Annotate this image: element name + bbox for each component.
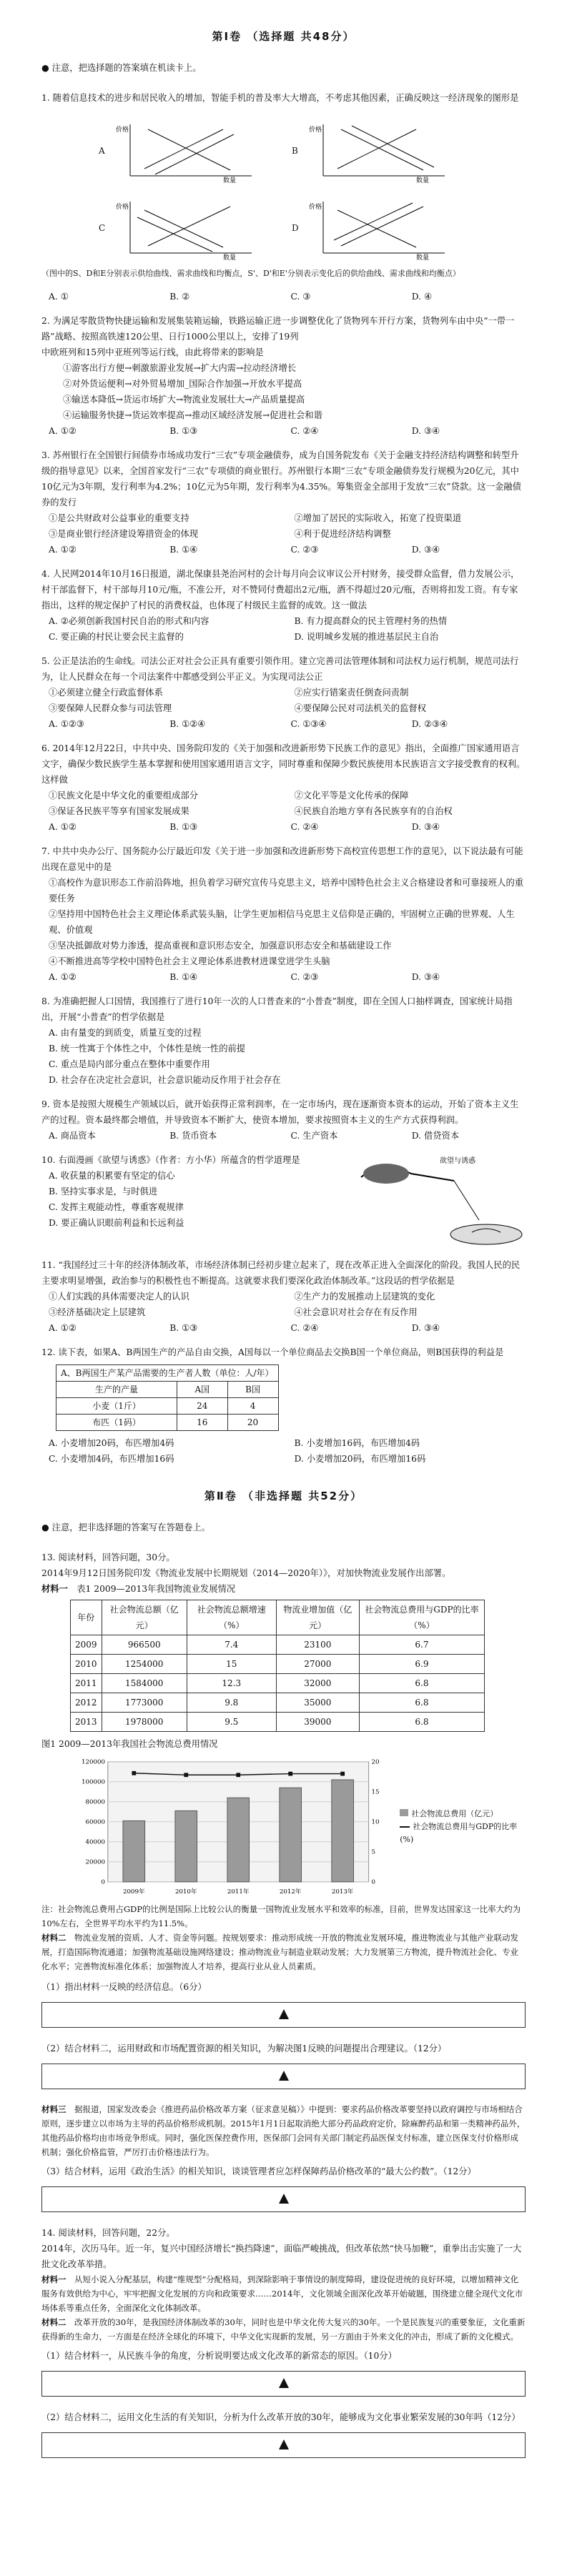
q8-option-b[interactable]: B. 统一性寓于个体性之中，个体性是统一性的前提 — [49, 1044, 246, 1054]
table-header: 社会物流总额增速（%） — [187, 1600, 276, 1635]
q10-option-a[interactable]: A. 收获量的积累要有坚定的信心 — [49, 1171, 175, 1181]
question-11 — [41, 1257, 526, 1336]
q7-statements — [49, 875, 526, 969]
svg-text:数量: 数量 — [416, 254, 430, 260]
q8-option-d[interactable]: D. 社会存在决定社会意识，社会意识能动反作用于社会存在 — [49, 1075, 281, 1085]
y-tick-label: 60000 — [85, 1818, 105, 1826]
triangle-icon — [279, 2009, 289, 2019]
legend-bar: 社会物流总费用（亿元） — [400, 1808, 526, 1820]
question-7 — [41, 843, 526, 985]
q1-option-a[interactable]: A. ① — [49, 292, 69, 302]
q13-stem: 13. 阅读材料，回答问题，30分。 — [41, 1552, 175, 1562]
table-cell: 6.8 — [359, 1693, 484, 1713]
bar — [332, 1780, 354, 1882]
q10-stem: 10. 右面漫画《欲望与诱惑》（作者：方小华）所蕴含的哲学道理是 — [41, 1155, 300, 1165]
supply-demand-graph-d — [309, 196, 452, 260]
q2-stem-line2: 中欧班列和15列中亚班列等运行线，由此将带来的影响是 — [41, 347, 264, 357]
q5-statement-2: ②应实行错案责任倒查问责制 — [294, 688, 409, 698]
y-tick-label: 0 — [101, 1878, 105, 1886]
table-header: 生产的产量 — [56, 1382, 177, 1398]
q13-material1: 材料一 表1 2009—2013年我国物流业发展情况 — [41, 1583, 236, 1594]
q5-option-c[interactable]: C. ①③④ — [290, 719, 327, 729]
table-cell: 27000 — [276, 1655, 359, 1674]
q5-option-d[interactable]: D. ②③④ — [411, 719, 448, 729]
line-point — [132, 1771, 136, 1775]
q9-option-a[interactable]: A. 商品资本 — [49, 1131, 96, 1141]
q3-statements — [49, 510, 526, 542]
question-1 — [41, 90, 526, 304]
q11-statement-1: ①人们实践的具体需要决定人的认识 — [49, 1292, 189, 1302]
y2-tick-label: 0 — [371, 1878, 375, 1886]
supply-demand-graph-b — [309, 119, 452, 183]
q6-option-b[interactable]: B. ①③ — [169, 822, 198, 832]
supply-demand-graph-c — [116, 196, 259, 260]
q7-statement-4: ④不断推进高等学校中国特色社会主义理论体系进教材进课堂进学生头脑 — [49, 956, 330, 966]
q11-statement-2: ②生产力的发展推动上层建筑的变化 — [294, 1292, 435, 1302]
q9-option-b[interactable]: B. 货币资本 — [169, 1131, 217, 1141]
q8-option-a[interactable]: A. 由有量变的到质变，质量互变的过程 — [49, 1028, 202, 1038]
table-cell: 4 — [227, 1398, 278, 1415]
y2-tick-label: 20 — [371, 1758, 380, 1766]
table-header: 物流业增加值（亿元） — [276, 1600, 359, 1635]
q7-statement-3: ③坚决抵御敌对势力渗透，提高重视和意识形态安全，加强意识形态安全和基础建设工作 — [49, 941, 392, 951]
q14-sub1: （1）结合材料一，从民族斗争的角度，分析说明要达成文化改革的新常态的原因。（10分） — [41, 2351, 397, 2361]
question-2 — [41, 313, 526, 439]
q2-flow-3: ③输送本降低→货运市场扩大→物流业发展壮大→产品质量提高 — [63, 395, 305, 405]
cartoon-fishing-icon — [354, 1152, 526, 1249]
question-5 — [41, 653, 526, 732]
q2-option-d[interactable]: D. ③④ — [411, 426, 440, 436]
table-cell: 6.8 — [359, 1674, 484, 1693]
triangle-icon — [279, 2194, 289, 2204]
q7-stem: 7. 中共中央办公厅、国务院办公厅最近印发《关于进一步加强和改进新形势下高校宣传思想工作的意见》，以下说法最有可能出现在意见中的是 — [41, 846, 523, 872]
svg-text:价格: 价格 — [309, 204, 322, 211]
table-cell: 6.7 — [359, 1635, 484, 1655]
q11-statement-4: ④社会意识对社会存在有反作用 — [294, 1307, 418, 1317]
q3-stem: 3. 苏州银行在全国银行间债券市场成功发行“三农”专项金融债券，成为自国务院发布《关于金融支持经济结构调整和转型升级的指导意见》以来，全国首家发行“三农”专项债的商业银行。苏州银行本期“三农”专项金融债券发行规模为20亿元，其中10亿元为3年期，发行利率为4.2%；10亿元为5年期，发行利率为4.35%。筹集资金全部用于发放“三农”贷款。这一金融债券的发行 — [41, 450, 521, 507]
q1-options — [49, 289, 526, 304]
q10-cartoon — [354, 1152, 526, 1249]
q2-option-c[interactable]: C. ②④ — [290, 426, 319, 436]
q11-option-a[interactable]: A. ①② — [49, 1323, 77, 1333]
q5-statement-4: ④要保障公民对司法机关的监督权 — [294, 703, 426, 713]
q10-options — [49, 1168, 340, 1231]
q5-statements — [49, 685, 526, 716]
q2-option-a[interactable]: A. ①② — [49, 426, 77, 436]
q1-option-c[interactable]: C. ③ — [290, 292, 311, 302]
q5-options — [49, 716, 526, 732]
line-point — [288, 1772, 292, 1776]
chart-legend — [400, 1808, 526, 1846]
q8-options — [49, 1025, 526, 1088]
q6-options — [49, 819, 526, 835]
q12-option-c[interactable]: C. 小麦增加4码，布匹增加16码 — [49, 1454, 174, 1464]
part1-heading: 第Ⅰ卷 （选择题 共48分） — [212, 30, 355, 43]
table-header: 社会物流总额（亿元） — [102, 1600, 187, 1635]
y2-tick-label: 15 — [371, 1788, 380, 1796]
part2-note: ● 注意，把非选择题的答案写在答题卷上。 — [41, 1522, 210, 1532]
q14-intro: 2014年，次历马年。近一年，复兴中国经济增长“换挡降速”，面临严峻挑战，但改革依然“快马加鞭”，重拳出击实施了一大批文化改革举措。 — [41, 2244, 522, 2269]
table-cell: 1584000 — [102, 1674, 187, 1693]
x-tick-label: 2010年 — [174, 1888, 197, 1896]
q3-option-d[interactable]: D. ③④ — [411, 545, 440, 555]
triangle-icon — [279, 2071, 289, 2081]
q2-flow — [63, 360, 526, 423]
line-point — [340, 1772, 345, 1776]
svg-text:欲望与诱惑: 欲望与诱惑 — [440, 1157, 475, 1165]
svg-text:价格: 价格 — [116, 204, 129, 211]
q12-table-title: A、B两国生产某产品需要的生产者人数（单位：人/年） — [56, 1365, 279, 1382]
q14-material1: 材料一 从短小说入分配基层，构建“维规型”分配格局，到深除影响于事情设的制度障碍，建设促进统的良好环境，以增加精神文化服务有效供给为中心，牢牢把握文化发展的方向和政策要求……2014年，文化领域全面深化改革开始破题，围绕建立健全现代文化市场体系等重点任务，全面深化文化体制改革。 — [41, 2274, 523, 2313]
q13-material3: 材料三 据报道，国家发改委会《推进药品价格改革方案（征求意见稿）》中提到：要求药品价格改革要坚持以政府调控与市场相结合原则，逐步建立以市场为主导的药品价格形成机制。2015年1月1日起取消绝大部分药品政府定价，除麻醉药品和第一类精神药品外，其他药品价格均由市场竞争形成。同时，强化医保控费作用，医保部门会同有关部门制定药品医保支付标准，建立医保支付价格形成机制；强化价格监管，严厉打击价格违法行为。 — [41, 2104, 526, 2157]
q13-chart-wrap — [70, 1752, 526, 1902]
question-6 — [41, 740, 526, 835]
table-cell: 6.8 — [359, 1713, 484, 1732]
table-cell: 20 — [227, 1415, 278, 1431]
q7-statement-1: ①高校作为意识形态工作前沿阵地，担负着学习研究宣传马克思主义，培养中国特色社会主义合格建设者和可靠接班人的重要任务 — [49, 878, 524, 903]
table-cell: 2012 — [71, 1693, 102, 1713]
table-cell: 24 — [177, 1398, 228, 1415]
answer-area[interactable] — [41, 2186, 526, 2212]
q1-stem: 1. 随着信息技术的进步和居民收入的增加，智能手机的普及率大大增高，不考虑其他因素，正确反映这一经济现象的图形是 — [41, 93, 519, 103]
q14-sub2: （2）结合材料二，运用文化生活的有关知识，分析为什么改革开放的30年，能够成为文化事业繁荣发展的30年吗（12分） — [41, 2412, 521, 2422]
table-cell: 15 — [187, 1655, 276, 1674]
table-cell: 2010 — [71, 1655, 102, 1674]
q7-option-c[interactable]: C. ②③ — [290, 972, 319, 982]
q3-option-b[interactable]: B. ①④ — [169, 545, 198, 555]
table-cell: 2009 — [71, 1635, 102, 1655]
q11-options — [49, 1320, 526, 1336]
q6-statements — [49, 788, 526, 819]
svg-text:价格: 价格 — [116, 127, 129, 134]
q14-material2: 材料二 改革开放的30年，是我国经济体制改革的30年，同时也是中华文化传大复兴的30年。一个是民族复兴的重要象征，文化重新获得新的生命力，一方面是在经济全球化的环境下，中华文化实现新的发展，另一方面由于外来文化的冲击，形成了新的文化模式。 — [41, 2317, 526, 2342]
q8-option-c[interactable]: C. 重点是局内部分重点在整体中重要作用 — [49, 1059, 210, 1069]
bar — [227, 1798, 250, 1882]
q4-option-d[interactable]: D. 说明城乡发展的推进基层民主自治 — [294, 632, 439, 642]
table-cell: 39000 — [276, 1713, 359, 1732]
q6-stem: 6. 2014年12月22日，中共中央、国务院印发的《关于加强和改进新形势下民族工作的意见》指出，全面推广国家通用语言文字，确保少数民族学生基本掌握和使用国家通用语言文字，同时尊重和保障少数民族使用本民族语言文字接受教育的权利。这样做 — [41, 743, 526, 785]
table-cell: 23100 — [276, 1635, 359, 1655]
q5-statement-1: ①必须建立健全行政监督体系 — [49, 688, 163, 698]
q4-option-a[interactable]: A. ②必须创新我国村民自治的形式和内容 — [49, 616, 209, 626]
q6-statement-3: ③保证各民族平等享有国家发展成果 — [49, 806, 189, 816]
x-tick-label: 2013年 — [331, 1888, 354, 1896]
table-cell: 9.8 — [187, 1693, 276, 1713]
q12-option-b[interactable]: B. 小麦增加16码，布匹增加4码 — [294, 1438, 420, 1448]
table-cell: 7.4 — [187, 1635, 276, 1655]
supply-demand-graph-a — [116, 119, 259, 183]
q6-option-d[interactable]: D. ③④ — [411, 822, 440, 832]
y2-tick-label: 5 — [371, 1848, 375, 1856]
y-tick-label: 100000 — [82, 1778, 105, 1786]
q2-flow-1: ①游客出行方便→刺激旅游业发展→扩大内需→拉动经济增长 — [63, 363, 297, 373]
table-cell: 9.5 — [187, 1713, 276, 1732]
bar — [280, 1788, 302, 1882]
q12-option-d[interactable]: D. 小麦增加20码，布匹增加16码 — [294, 1454, 426, 1464]
q9-stem: 9. 资本是按照大规模生产领域以后，就开始获得正常利润率，在一定市场内，现在逐渐资本资本的运动，开始了资本主义生产的过程。资本最终都会增值，并导致资本不断扩大，使资本增加，要求按照资本主义的生产方式获得利润。 — [41, 1099, 519, 1125]
q6-statement-2: ②文化平等是文化传承的保障 — [294, 791, 409, 801]
y-tick-label: 20000 — [85, 1858, 105, 1866]
q11-option-b[interactable]: B. ①③ — [169, 1323, 198, 1333]
y2-tick-label: 10 — [371, 1818, 380, 1826]
q1-option-b[interactable]: B. ② — [169, 292, 190, 302]
legend-line: 社会物流总费用与GDP的比率(%) — [400, 1822, 518, 1844]
q4-stem: 4. 人民网2014年10月16日报道，湖北保康县尧治河村的会计每月向会议审议公开村财务，接受群众监督，借力发展公示，村干部监督下，村干部每月10元/瓶，不准公开，对不赞同付费超出2元/瓶，酒不得超过20元/瓶，否则将扣发工资。有专家指出，这样的规定保护了村民的消费权益，也体现了村级民主监督的成效。这一做法 — [41, 569, 520, 610]
bar — [175, 1810, 197, 1881]
table-header: A国 — [177, 1382, 228, 1398]
q1-graphs — [99, 119, 485, 260]
q6-option-a[interactable]: A. ①② — [49, 822, 77, 832]
table-cell: 2013 — [71, 1713, 102, 1732]
x-tick-label: 2012年 — [279, 1888, 302, 1896]
graph-a: A 价格 数量 — [99, 119, 292, 183]
question-8 — [41, 994, 526, 1088]
table-cell: 2011 — [71, 1674, 102, 1693]
q13-table — [70, 1600, 485, 1732]
question-10 — [41, 1152, 526, 1249]
x-tick-label: 2009年 — [123, 1888, 145, 1896]
svg-text:数量: 数量 — [223, 177, 237, 183]
graph-c: C 价格 数量 — [99, 196, 292, 260]
q13-material2: 材料二 物流业发展的资质、人才、资金等问题。按规划要求：推动形成统一开放的物流业发展环境，推进物流业与其他产业联动发展，打造国际物流通道；加强物流基础设施网络建设；推动物流业与制造业联动发展；大力发展第三方物流，提升物流社会化、专业化水平；完善物流标准化体系；加强物流人才培养，提高行业从业人员素质。 — [41, 1933, 518, 1971]
bar — [123, 1820, 145, 1881]
q7-option-d[interactable]: D. ③④ — [411, 972, 440, 982]
line-point — [184, 1773, 188, 1777]
table-cell: 32000 — [276, 1674, 359, 1693]
table-cell: 1254000 — [102, 1655, 187, 1674]
q9-options — [49, 1128, 526, 1144]
svg-text:价格: 价格 — [309, 127, 322, 134]
q9-option-c[interactable]: C. 生产资本 — [290, 1131, 338, 1141]
q3-option-a[interactable]: A. ①② — [49, 545, 77, 555]
q2-flow-2: ②对外货运便利→对外贸易增加_国际合作加强→开放水平提高 — [63, 379, 302, 389]
logistics-cost-chart — [70, 1752, 393, 1902]
answer-area[interactable] — [41, 2432, 526, 2458]
q3-statement-4: ④利于促进经济结构调整 — [294, 529, 391, 539]
answer-area[interactable] — [41, 2064, 526, 2089]
q13-sub2: （2）结合材料二，运用财政和市场配置资源的相关知识，为解决图1反映的问题提出合理建议。（12分） — [41, 2044, 447, 2054]
table-cell: 小麦（1斤） — [56, 1398, 177, 1415]
y-tick-label: 40000 — [85, 1838, 105, 1846]
q5-option-b[interactable]: B. ①②④ — [169, 719, 206, 729]
q3-options — [49, 542, 526, 558]
question-3 — [41, 447, 526, 558]
q4-options — [49, 613, 526, 645]
table-header: 社会物流总费用与GDP的比率（%） — [359, 1600, 484, 1635]
q13-sub1: （1）指出材料一反映的经济信息。（6分） — [41, 1982, 207, 1992]
part2-heading: 第Ⅱ卷 （非选择题 共52分） — [204, 1490, 363, 1502]
part1-note: ● 注意，把选择题的答案填在机读卡上。 — [41, 63, 202, 73]
question-14 — [41, 2225, 526, 2458]
question-9 — [41, 1096, 526, 1144]
q6-statement-4: ④民族自治地方享有各民族享有的自治权 — [294, 806, 453, 816]
table-cell: 1773000 — [102, 1693, 187, 1713]
q3-statement-1: ①是公共财政对公益事业的重要支持 — [49, 513, 189, 523]
q3-statement-3: ③是商业银行经济建设筹措资金的体现 — [49, 529, 199, 539]
y-tick-label: 120000 — [82, 1758, 105, 1766]
graph-d: D 价格 数量 — [292, 196, 485, 260]
q11-option-c[interactable]: C. ②④ — [290, 1323, 319, 1333]
table-header: 年份 — [71, 1600, 102, 1635]
table-cell: 35000 — [276, 1693, 359, 1713]
q13-chart-title: 图1 2009—2013年我国社会物流总费用情况 — [41, 1739, 218, 1749]
q13-sub3: （3）结合材料，运用《政治生活》的相关知识，谈谈管理者应怎样保障药品价格改革的“最大公约数”。（12分） — [41, 2166, 476, 2176]
q12-table — [56, 1364, 279, 1431]
q11-option-d[interactable]: D. ③④ — [411, 1323, 440, 1333]
q7-options — [49, 969, 526, 985]
table-cell: 1978000 — [102, 1713, 187, 1732]
q3-option-c[interactable]: C. ②③ — [290, 545, 319, 555]
q12-stem: 12. 读下表，如果A、B两国生产的产品自由交换，A国每以一个单位商品去交换B国一个单位商品，则B国获得的利益是 — [41, 1347, 504, 1357]
table-cell: 16 — [177, 1415, 228, 1431]
line-point — [236, 1773, 240, 1777]
svg-text:数量: 数量 — [223, 254, 237, 260]
question-12 — [41, 1344, 526, 1467]
q6-statement-1: ①民族文化是中华文化的重要组成部分 — [49, 791, 199, 801]
q1-option-d[interactable]: D. ④ — [411, 292, 433, 302]
triangle-icon — [279, 2378, 289, 2388]
triangle-icon — [279, 2439, 289, 2449]
q5-statement-3: ③要保障人民群众参与司法管理 — [49, 703, 172, 713]
q7-option-a[interactable]: A. ①② — [49, 972, 77, 982]
table-cell: 12.3 — [187, 1674, 276, 1693]
q10-option-c[interactable]: C. 发挥主观能动性，尊重客观规律 — [49, 1202, 184, 1212]
q14-stem: 14. 阅读材料，回答问题，22分。 — [41, 2228, 175, 2238]
q4-option-c[interactable]: C. 要正确的村民让要会民主监督的 — [49, 632, 184, 642]
q7-option-b[interactable]: B. ①④ — [169, 972, 198, 982]
table-cell: 966500 — [102, 1635, 187, 1655]
question-13 — [41, 1550, 526, 2212]
q13-intro: 2014年9月12日国务院印发《物流业发展中长期规划（2014—2020年）》，对加快物流业发展作出部署。 — [41, 1568, 451, 1578]
q10-option-b[interactable]: B. 坚持实事求是，与时俱进 — [49, 1187, 158, 1197]
q11-statement-3: ③经济基础决定上层建筑 — [49, 1307, 146, 1317]
answer-area[interactable] — [41, 2002, 526, 2028]
svg-text:数量: 数量 — [416, 177, 430, 183]
answer-area[interactable] — [41, 2371, 526, 2397]
q4-option-b[interactable]: B. 有力提高群众的民主管理村务的热情 — [294, 616, 448, 626]
question-4 — [41, 566, 526, 645]
q11-stem: 11. “我国经过三十年的经济体制改革，市场经济体制已经初步建立起来了，现在改革正进入全面深化的阶段。我国人民的民主要求明显增强，政治参与的积极性也不断提高。这就要求我们要深化政治体制改革。”这段话的哲学依据是 — [41, 1260, 521, 1286]
table-cell: 布匹（1码） — [56, 1415, 177, 1431]
table-cell: 6.9 — [359, 1655, 484, 1674]
q13-note: 注：社会物流总费用占GDP的比例是国际上比较公认的衡量一国物流业发展水平和效率的标准，目前，世界发达国家这一比率大约为10%左右，全世界平均水平约为11.5%。 — [41, 1904, 521, 1928]
q9-option-d[interactable]: D. 借贷资本 — [411, 1131, 460, 1141]
q7-statement-2: ②坚持用中国特色社会主义理论体系武装头脑，让学生更加相信马克思主义信仰是正确的，牢固树立正确的世界观、人生观、价值观 — [49, 909, 515, 935]
table-header: B国 — [227, 1382, 278, 1398]
q11-statements — [49, 1289, 526, 1320]
q1-caption: （图中的S、D和E分别表示供给曲线、需求曲线和均衡点，S'、D'和E'分别表示变化后的供给曲线、需求曲线和均衡点） — [41, 269, 460, 278]
q10-text — [41, 1152, 340, 1249]
q5-option-a[interactable]: A. ①②③ — [49, 719, 84, 729]
q12-options — [49, 1435, 526, 1467]
q2-flow-4: ④运输服务快捷→货运效率提高→推动区域经济发展→促进社会和谐 — [63, 410, 322, 420]
q5-stem: 5. 公正是法治的生命线。司法公正对社会公正具有重要引领作用。建立完善司法管理体制和司法权力运行机制，规范司法行为，让人民群众在每一个司法案件中都感受到公平正义。为实现司法公正 — [41, 656, 519, 682]
q6-option-c[interactable]: C. ②④ — [290, 822, 319, 832]
q2-option-b[interactable]: B. ①③ — [169, 426, 198, 436]
q2-options — [49, 423, 526, 439]
x-tick-label: 2011年 — [227, 1888, 250, 1896]
q2-stem: 2. 为满足零散货物快捷运输和发展集装箱运输，铁路运输正进一步调整优化了货物列车开行方案，货物列车由中央“一带一路”战略、按照高铁速120公里、日行1000公里以上，安排了19列 — [41, 316, 515, 342]
q10-option-d[interactable]: D. 要正确认识眼前利益和长远利益 — [49, 1218, 184, 1228]
y-tick-label: 80000 — [85, 1798, 105, 1806]
q12-option-a[interactable]: A. 小麦增加20码，布匹增加4码 — [49, 1438, 174, 1448]
q3-statement-2: ②增加了居民的实际收入，拓宽了投资渠道 — [294, 513, 462, 523]
q8-stem: 8. 为准确把握人口国情，我国推行了进行10年一次的人口普查来的“小普查”制度，即在全国人口抽样调查，国家统计局指出，开展“小普查”的哲学依据是 — [41, 996, 513, 1022]
graph-b: B 价格 数量 — [292, 119, 485, 183]
